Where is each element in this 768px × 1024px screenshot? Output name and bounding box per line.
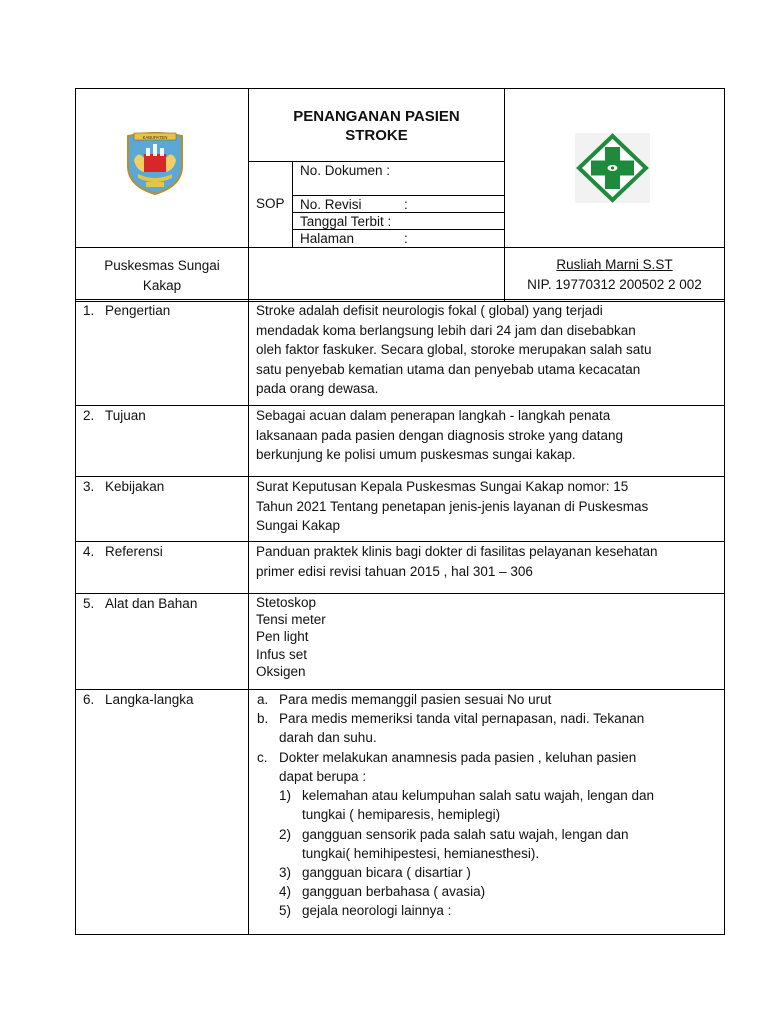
section-label-alat-dan-bahan: Alat dan Bahan bbox=[105, 596, 198, 611]
section-content-alat-dan-bahan: Stetoskop Tensi meter Pen light Infus set Oksigen bbox=[256, 595, 326, 679]
section-number: 6. bbox=[83, 692, 95, 707]
section-content-pengertian: Stroke adalah defisit neurologis fokal ( global) yang terjadi mendadak koma berlangsung lebih dari 24 jam dan disebabkan oleh faktor faskuker. Secara global, storoke merupakan salah satu satu penyebab kematian utama dan penyebab utama kecacatan pada orang dewasa. bbox=[256, 303, 652, 396]
step-marker: b. bbox=[257, 711, 269, 726]
substep-marker: 2) bbox=[279, 827, 292, 842]
halaman-colon: : bbox=[404, 231, 408, 246]
organization-name: Puskesmas Sungai Kakap bbox=[104, 258, 220, 293]
section-label-referensi: Referensi bbox=[105, 544, 163, 559]
table-border-bottom bbox=[75, 934, 725, 935]
table-border-top bbox=[75, 88, 725, 89]
substep-marker: 4) bbox=[279, 884, 292, 899]
header-bottom-line-a bbox=[75, 299, 725, 300]
step-text: Para medis memeriksi tanda vital pernapasan, nadi. Tekanan bbox=[279, 711, 645, 726]
step-text: dapat berupa : bbox=[279, 769, 367, 784]
signer-nip: NIP. 19770312 200502 2 002 bbox=[527, 276, 702, 292]
section-label-tujuan: Tujuan bbox=[105, 408, 146, 423]
section-number: 5. bbox=[83, 596, 95, 611]
table-border-right bbox=[724, 88, 725, 935]
substep-text: gangguan sensorik pada salah satu wajah, lengan dan bbox=[302, 827, 629, 842]
section-label-pengertian: Pengertian bbox=[105, 303, 171, 318]
svg-text:KABUPATEN: KABUPATEN bbox=[142, 135, 168, 140]
signer-name: Rusliah Marni S.ST bbox=[556, 257, 673, 272]
halaman-label: Halaman bbox=[300, 231, 355, 246]
puskesmas-green-cross-icon bbox=[575, 133, 650, 203]
section-number: 1. bbox=[83, 303, 95, 318]
substep-text: kelemahan atau kelumpuhan salah satu wajah, lengan dan bbox=[302, 788, 655, 803]
step-text: darah dan suhu. bbox=[279, 730, 377, 745]
step-text: Para medis memanggil pasien sesuai No urut bbox=[279, 692, 552, 707]
substep-marker: 5) bbox=[279, 903, 292, 918]
sop-label: SOP bbox=[256, 196, 285, 211]
substep-marker: 3) bbox=[279, 865, 292, 880]
body-divider bbox=[248, 301, 249, 935]
step-marker: a. bbox=[257, 692, 269, 707]
substep-text: tungkai ( hemiparesis, hemiplegi) bbox=[302, 807, 501, 822]
substep-text: gejala neorologi lainnya : bbox=[302, 903, 452, 918]
substep-text: tungkai( hemihipestesi, hemianesthesi). bbox=[302, 846, 540, 861]
section-label-kebijakan: Kebijakan bbox=[105, 479, 165, 494]
section-content-tujuan: Sebagai acuan dalam penerapan langkah - langkah penata laksanaan pada pasien dengan diagnosis stroke yang datang berkunjung ke polisi umum puskesmas sungai kakap. bbox=[256, 408, 624, 462]
tanggal-terbit-field: Tanggal Terbit : bbox=[300, 214, 392, 229]
substep-text: gangguan berbahasa ( avasia) bbox=[302, 884, 486, 899]
sop-divider bbox=[292, 161, 293, 247]
no-revisi-label: No. Revisi bbox=[300, 197, 362, 212]
header-mid-line bbox=[75, 247, 725, 248]
section-content-referensi: Panduan praktek klinis bagi dokter di fasilitas pelayanan kesehatan primer edisi revisi tahuan 2015 , hal 301 – 306 bbox=[256, 544, 658, 579]
section-content-kebijakan: Surat Keputusan Kepala Puskesmas Sungai Kakap nomor: 15 Tahun 2021 Tentang penetapan jenis-jenis layanan di Puskesmas Sungai Kakap bbox=[256, 479, 649, 533]
section-number: 2. bbox=[83, 408, 95, 423]
table-border-left bbox=[75, 88, 76, 935]
section-label-langka-langka: Langka-langka bbox=[105, 692, 194, 707]
kabupaten-crest-icon bbox=[124, 130, 186, 196]
substep-marker: 1) bbox=[279, 788, 292, 803]
substep-text: gangguan bicara ( disartiar ) bbox=[302, 865, 471, 880]
step-text: Dokter melakukan anamnesis pada pasien , keluhan pasien bbox=[279, 750, 637, 765]
document-title: PENANGANAN PASIEN STROKE bbox=[293, 108, 460, 144]
step-marker: c. bbox=[257, 750, 268, 765]
no-revisi-colon: : bbox=[404, 197, 408, 212]
section-number: 4. bbox=[83, 544, 95, 559]
no-dokumen-field: No. Dokumen : bbox=[300, 163, 391, 178]
signer-block bbox=[505, 255, 724, 294]
section-number: 3. bbox=[83, 479, 95, 494]
